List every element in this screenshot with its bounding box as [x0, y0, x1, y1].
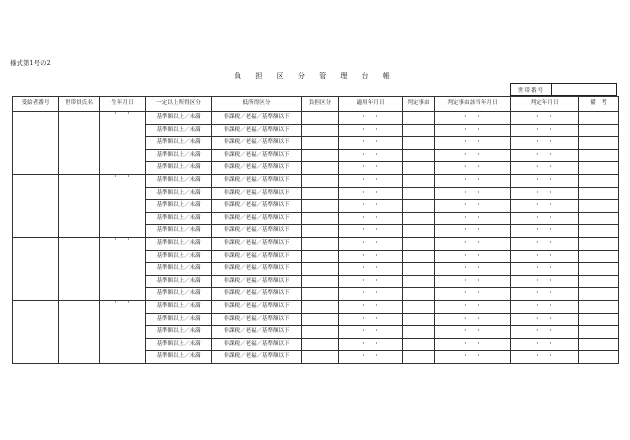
- judgment-reason-cell[interactable]: [403, 149, 435, 162]
- remarks-cell[interactable]: [579, 124, 619, 137]
- judgment-reason-cell[interactable]: [403, 124, 435, 137]
- applicable-date-cell[interactable]: ・ ・: [339, 162, 403, 175]
- reason-date-cell[interactable]: ・ ・: [435, 237, 511, 250]
- low-income-category-cell[interactable]: 非課税／老福／基準額以下: [212, 313, 302, 326]
- judgment-date-cell[interactable]: ・ ・: [511, 149, 579, 162]
- judgment-reason-cell[interactable]: [403, 137, 435, 150]
- reason-date-cell[interactable]: ・ ・: [435, 351, 511, 364]
- burden-category-cell[interactable]: [302, 275, 339, 288]
- applicable-date-cell[interactable]: ・ ・: [339, 200, 403, 213]
- burden-category-cell[interactable]: [302, 174, 339, 187]
- judgment-date-cell[interactable]: ・ ・: [511, 263, 579, 276]
- member-name-cell[interactable]: [59, 300, 100, 363]
- low-income-category-cell[interactable]: 非課税／老福／基準額以下: [212, 200, 302, 213]
- remarks-cell[interactable]: [579, 137, 619, 150]
- judgment-date-cell[interactable]: ・ ・: [511, 288, 579, 301]
- income-category-cell[interactable]: 基準額以上／未満: [146, 250, 212, 263]
- judgment-date-cell[interactable]: ・ ・: [511, 250, 579, 263]
- income-category-cell[interactable]: 基準額以上／未満: [146, 326, 212, 339]
- household-number-box: [510, 83, 617, 96]
- low-income-category-cell[interactable]: 非課税／老福／基準額以下: [212, 263, 302, 276]
- member-name-cell[interactable]: [59, 237, 100, 300]
- income-category-cell[interactable]: 基準額以上／未満: [146, 162, 212, 175]
- low-income-category-cell[interactable]: 非課税／老福／基準額以下: [212, 237, 302, 250]
- column-header-birth-date: 生年月日: [100, 97, 146, 112]
- remarks-cell[interactable]: [579, 288, 619, 301]
- reason-date-cell[interactable]: ・ ・: [435, 263, 511, 276]
- judgment-reason-cell[interactable]: [403, 263, 435, 276]
- burden-category-cell[interactable]: [302, 225, 339, 238]
- member-name-cell[interactable]: [59, 112, 100, 175]
- applicable-date-cell[interactable]: ・ ・: [339, 263, 403, 276]
- low-income-category-cell[interactable]: 非課税／老福／基準額以下: [212, 212, 302, 225]
- birth-date-cell[interactable]: ・ ・: [100, 174, 146, 237]
- household-number-field[interactable]: [552, 84, 616, 95]
- judgment-date-cell[interactable]: ・ ・: [511, 351, 579, 364]
- applicable-date-cell[interactable]: ・ ・: [339, 338, 403, 351]
- judgment-reason-cell[interactable]: [403, 225, 435, 238]
- judgment-date-cell[interactable]: ・ ・: [511, 326, 579, 339]
- remarks-cell[interactable]: [579, 338, 619, 351]
- table-row: [13, 237, 619, 250]
- column-header-reason-date: 判定事由該当年月日: [435, 97, 511, 112]
- reason-date-cell[interactable]: ・ ・: [435, 313, 511, 326]
- low-income-category-cell[interactable]: 非課税／老福／基準額以下: [212, 250, 302, 263]
- reason-date-cell[interactable]: ・ ・: [435, 174, 511, 187]
- member-name-cell[interactable]: [59, 174, 100, 237]
- judgment-date-cell[interactable]: ・ ・: [511, 313, 579, 326]
- reason-date-cell[interactable]: ・ ・: [435, 200, 511, 213]
- low-income-category-cell[interactable]: 非課税／老福／基準額以下: [212, 112, 302, 125]
- reason-date-cell[interactable]: ・ ・: [435, 300, 511, 313]
- judgment-date-cell[interactable]: ・ ・: [511, 237, 579, 250]
- judgment-date-cell[interactable]: ・ ・: [511, 112, 579, 125]
- remarks-cell[interactable]: [579, 313, 619, 326]
- low-income-category-cell[interactable]: 非課税／老福／基準額以下: [212, 288, 302, 301]
- burden-category-cell[interactable]: [302, 326, 339, 339]
- judgment-date-cell[interactable]: ・ ・: [511, 212, 579, 225]
- reason-date-cell[interactable]: ・ ・: [435, 137, 511, 150]
- judgment-reason-cell[interactable]: [403, 313, 435, 326]
- income-category-cell[interactable]: 基準額以上／未満: [146, 137, 212, 150]
- applicable-date-cell[interactable]: ・ ・: [339, 326, 403, 339]
- applicable-date-cell[interactable]: ・ ・: [339, 149, 403, 162]
- document-title: 負 担 区 分 管 理 台 帳: [234, 72, 396, 80]
- remarks-cell[interactable]: [579, 212, 619, 225]
- header-row: [13, 97, 619, 112]
- column-header-judgment-date: 判定年月日: [511, 97, 579, 112]
- birth-date-cell[interactable]: ・ ・: [100, 300, 146, 363]
- judgment-date-cell[interactable]: ・ ・: [511, 275, 579, 288]
- applicable-date-cell[interactable]: ・ ・: [339, 174, 403, 187]
- judgment-date-cell[interactable]: ・ ・: [511, 174, 579, 187]
- income-category-cell[interactable]: 基準額以上／未満: [146, 187, 212, 200]
- table-row: [13, 300, 619, 313]
- reason-date-cell[interactable]: ・ ・: [435, 162, 511, 175]
- low-income-category-cell[interactable]: 非課税／老福／基準額以下: [212, 225, 302, 238]
- remarks-cell[interactable]: [579, 200, 619, 213]
- remarks-cell[interactable]: [579, 225, 619, 238]
- burden-category-cell[interactable]: [302, 162, 339, 175]
- income-category-cell[interactable]: 基準額以上／未満: [146, 313, 212, 326]
- reason-date-cell[interactable]: ・ ・: [435, 149, 511, 162]
- column-header-judgment-reason: 判定事由: [403, 97, 435, 112]
- income-category-cell[interactable]: 基準額以上／未満: [146, 263, 212, 276]
- applicable-date-cell[interactable]: ・ ・: [339, 112, 403, 125]
- recipient-number-cell[interactable]: [13, 300, 59, 363]
- birth-date-cell[interactable]: ・ ・: [100, 237, 146, 300]
- burden-category-cell[interactable]: [302, 237, 339, 250]
- burden-category-cell[interactable]: [302, 351, 339, 364]
- burden-category-cell[interactable]: [302, 288, 339, 301]
- judgment-reason-cell[interactable]: [403, 275, 435, 288]
- applicable-date-cell[interactable]: ・ ・: [339, 187, 403, 200]
- burden-category-cell[interactable]: [302, 263, 339, 276]
- applicable-date-cell[interactable]: ・ ・: [339, 275, 403, 288]
- burden-category-cell[interactable]: [302, 200, 339, 213]
- household-number-label: 世帯番号: [511, 84, 552, 95]
- column-header-applicable-date: 適用年月日: [339, 97, 403, 112]
- income-category-cell[interactable]: 基準額以上／未満: [146, 300, 212, 313]
- judgment-date-cell[interactable]: ・ ・: [511, 225, 579, 238]
- reason-date-cell[interactable]: ・ ・: [435, 326, 511, 339]
- low-income-category-cell[interactable]: 非課税／老福／基準額以下: [212, 162, 302, 175]
- applicable-date-cell[interactable]: ・ ・: [339, 288, 403, 301]
- column-header-income-category: 一定以上所得区分: [146, 97, 212, 112]
- burden-category-cell[interactable]: [302, 250, 339, 263]
- applicable-date-cell[interactable]: ・ ・: [339, 313, 403, 326]
- applicable-date-cell[interactable]: ・ ・: [339, 212, 403, 225]
- column-header-remarks: 備 考: [579, 97, 619, 112]
- low-income-category-cell[interactable]: 非課税／老福／基準額以下: [212, 187, 302, 200]
- applicable-date-cell[interactable]: ・ ・: [339, 300, 403, 313]
- judgment-date-cell[interactable]: ・ ・: [511, 187, 579, 200]
- income-category-cell[interactable]: 基準額以上／未満: [146, 212, 212, 225]
- applicable-date-cell[interactable]: ・ ・: [339, 237, 403, 250]
- burden-category-cell[interactable]: [302, 187, 339, 200]
- burden-category-cell[interactable]: [302, 149, 339, 162]
- low-income-category-cell[interactable]: 非課税／老福／基準額以下: [212, 124, 302, 137]
- income-category-cell[interactable]: 基準額以上／未満: [146, 351, 212, 364]
- remarks-cell[interactable]: [579, 326, 619, 339]
- income-category-cell[interactable]: 基準額以上／未満: [146, 200, 212, 213]
- low-income-category-cell[interactable]: 非課税／老福／基準額以下: [212, 275, 302, 288]
- judgment-reason-cell[interactable]: [403, 338, 435, 351]
- birth-date-cell[interactable]: ・ ・: [100, 112, 146, 175]
- ledger-table: [12, 96, 619, 364]
- reason-date-cell[interactable]: ・ ・: [435, 124, 511, 137]
- reason-date-cell[interactable]: ・ ・: [435, 250, 511, 263]
- burden-category-cell[interactable]: [302, 300, 339, 313]
- burden-category-cell[interactable]: [302, 338, 339, 351]
- judgment-reason-cell[interactable]: [403, 300, 435, 313]
- burden-category-cell[interactable]: [302, 112, 339, 125]
- judgment-date-cell[interactable]: ・ ・: [511, 300, 579, 313]
- reason-date-cell[interactable]: ・ ・: [435, 187, 511, 200]
- low-income-category-cell[interactable]: 非課税／老福／基準額以下: [212, 137, 302, 150]
- remarks-cell[interactable]: [579, 351, 619, 364]
- judgment-date-cell[interactable]: ・ ・: [511, 137, 579, 150]
- remarks-cell[interactable]: [579, 162, 619, 175]
- income-category-cell[interactable]: 基準額以上／未満: [146, 225, 212, 238]
- burden-category-cell[interactable]: [302, 137, 339, 150]
- reason-date-cell[interactable]: ・ ・: [435, 225, 511, 238]
- low-income-category-cell[interactable]: 非課税／老福／基準額以下: [212, 326, 302, 339]
- judgment-date-cell[interactable]: ・ ・: [511, 338, 579, 351]
- judgment-reason-cell[interactable]: [403, 326, 435, 339]
- table-row: [13, 112, 619, 125]
- judgment-reason-cell[interactable]: [403, 250, 435, 263]
- judgment-reason-cell[interactable]: [403, 288, 435, 301]
- income-category-cell[interactable]: 基準額以上／未満: [146, 288, 212, 301]
- judgment-reason-cell[interactable]: [403, 187, 435, 200]
- income-category-cell[interactable]: 基準額以上／未満: [146, 149, 212, 162]
- judgment-date-cell[interactable]: ・ ・: [511, 200, 579, 213]
- remarks-cell[interactable]: [579, 300, 619, 313]
- column-header-recipient-number: 受給者番号: [13, 97, 59, 112]
- recipient-number-cell[interactable]: [13, 174, 59, 237]
- judgment-date-cell[interactable]: ・ ・: [511, 162, 579, 175]
- column-header-member-name: 世帯員氏名: [59, 97, 100, 112]
- judgment-date-cell[interactable]: ・ ・: [511, 124, 579, 137]
- reason-date-cell[interactable]: ・ ・: [435, 338, 511, 351]
- low-income-category-cell[interactable]: 非課税／老福／基準額以下: [212, 149, 302, 162]
- judgment-reason-cell[interactable]: [403, 351, 435, 364]
- judgment-reason-cell[interactable]: [403, 200, 435, 213]
- burden-category-cell[interactable]: [302, 124, 339, 137]
- reason-date-cell[interactable]: ・ ・: [435, 112, 511, 125]
- income-category-cell[interactable]: 基準額以上／未満: [146, 174, 212, 187]
- judgment-reason-cell[interactable]: [403, 212, 435, 225]
- reason-date-cell[interactable]: ・ ・: [435, 212, 511, 225]
- reason-date-cell[interactable]: ・ ・: [435, 288, 511, 301]
- form-number: 様式第1号の2: [10, 59, 51, 67]
- judgment-reason-cell[interactable]: [403, 174, 435, 187]
- income-category-cell[interactable]: 基準額以上／未満: [146, 237, 212, 250]
- remarks-cell[interactable]: [579, 112, 619, 125]
- reason-date-cell[interactable]: ・ ・: [435, 275, 511, 288]
- applicable-date-cell[interactable]: ・ ・: [339, 250, 403, 263]
- judgment-reason-cell[interactable]: [403, 162, 435, 175]
- burden-category-cell[interactable]: [302, 313, 339, 326]
- income-category-cell[interactable]: 基準額以上／未満: [146, 112, 212, 125]
- applicable-date-cell[interactable]: ・ ・: [339, 351, 403, 364]
- column-header-burden-category: 負担区分: [302, 97, 339, 112]
- income-category-cell[interactable]: 基準額以上／未満: [146, 124, 212, 137]
- recipient-number-cell[interactable]: [13, 237, 59, 300]
- remarks-cell[interactable]: [579, 237, 619, 250]
- low-income-category-cell[interactable]: 非課税／老福／基準額以下: [212, 174, 302, 187]
- remarks-cell[interactable]: [579, 250, 619, 263]
- column-header-low-income-category: 低所得区分: [212, 97, 302, 112]
- applicable-date-cell[interactable]: ・ ・: [339, 225, 403, 238]
- applicable-date-cell[interactable]: ・ ・: [339, 124, 403, 137]
- recipient-number-cell[interactable]: [13, 112, 59, 175]
- judgment-reason-cell[interactable]: [403, 237, 435, 250]
- remarks-cell[interactable]: [579, 174, 619, 187]
- remarks-cell[interactable]: [579, 263, 619, 276]
- judgment-reason-cell[interactable]: [403, 112, 435, 125]
- low-income-category-cell[interactable]: 非課税／老福／基準額以下: [212, 351, 302, 364]
- applicable-date-cell[interactable]: ・ ・: [339, 137, 403, 150]
- remarks-cell[interactable]: [579, 187, 619, 200]
- income-category-cell[interactable]: 基準額以上／未満: [146, 338, 212, 351]
- remarks-cell[interactable]: [579, 149, 619, 162]
- table-row: [13, 174, 619, 187]
- remarks-cell[interactable]: [579, 275, 619, 288]
- low-income-category-cell[interactable]: 非課税／老福／基準額以下: [212, 338, 302, 351]
- burden-category-cell[interactable]: [302, 212, 339, 225]
- low-income-category-cell[interactable]: 非課税／老福／基準額以下: [212, 300, 302, 313]
- income-category-cell[interactable]: 基準額以上／未満: [146, 275, 212, 288]
